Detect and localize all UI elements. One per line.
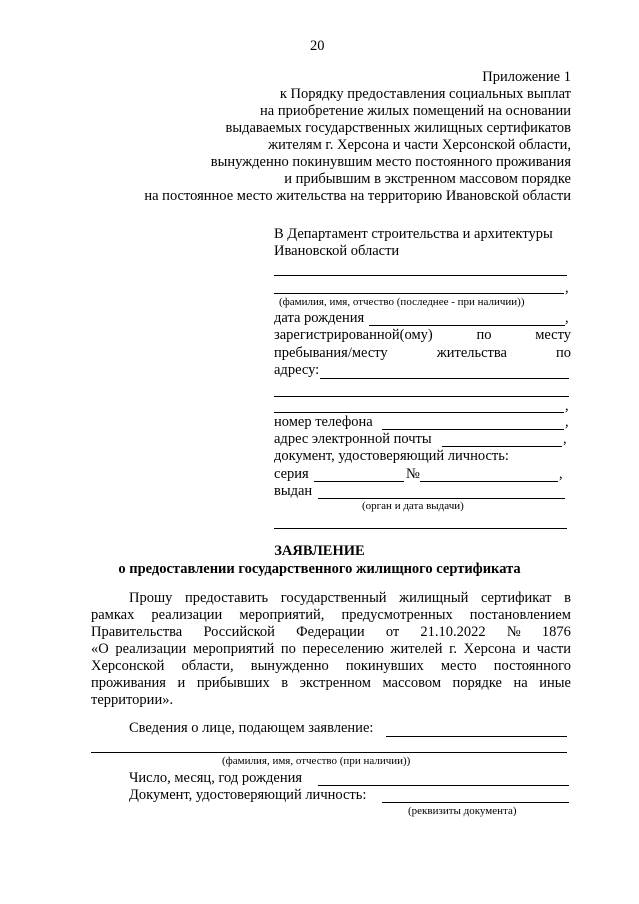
word: рамках [91, 607, 135, 623]
appendix-line-7: на постоянное место жительства на территорию Ивановской области [144, 188, 571, 204]
word: сертификат [480, 590, 552, 606]
appendix-line-3: выдаваемых государственных жилищных сертификатов [225, 120, 571, 136]
stay-line [274, 345, 571, 362]
word: 1876 [541, 624, 571, 640]
word: иные [539, 675, 571, 691]
issued-field[interactable] [318, 498, 565, 499]
doc-label: Документ, удостоверяющий личность: [129, 787, 367, 803]
appendix-line-6: и прибывшим в экстренном массовом порядке [284, 171, 571, 187]
word: государственный [280, 590, 387, 606]
word: месту [535, 327, 571, 343]
body-line-6 [91, 675, 571, 692]
applicant-label: Сведения о лице, подающем заявление: [129, 720, 374, 736]
word: порядке [452, 675, 502, 691]
word: предоставить [184, 590, 269, 606]
statement-title: ЗАЯВЛЕНИЕ [274, 543, 365, 559]
addressee-to-line-2: Ивановской области [274, 243, 400, 259]
comma: , [559, 466, 563, 482]
word: место [440, 658, 477, 674]
phone-label: номер телефона [274, 414, 373, 430]
issued-field-2[interactable] [274, 528, 567, 529]
appendix-line-5: вынужденно покинувшим место постоянного проживания [210, 154, 571, 170]
address-label: адресу: [274, 362, 320, 378]
fio-hint: (фамилия, имя, отчество (последнее - при наличии)) [279, 296, 525, 308]
comma: , [565, 414, 569, 430]
word: массовом [382, 675, 441, 691]
address-field-3[interactable] [274, 412, 564, 413]
appendix-line-1: к Порядку предоставления социальных выплат [279, 86, 571, 102]
word: вынужденно [250, 658, 329, 674]
statement-subtitle: о предоставлении государственного жилищного сертификата [118, 561, 521, 577]
word: по [555, 345, 571, 361]
body-line-7: территории». [91, 692, 174, 708]
appendix-line-4: жителям г. Херсона и части Херсонской области, [268, 137, 571, 153]
word: 21.10.2022 [420, 624, 486, 640]
applicant-name-line-2[interactable] [274, 293, 564, 294]
issued-label: выдан [274, 483, 313, 499]
word: предусмотренных [341, 607, 453, 623]
page-number: 20 [310, 38, 325, 54]
phone-field[interactable] [382, 429, 564, 430]
number-label: № [406, 466, 420, 482]
word: Российской [203, 624, 275, 640]
applicant-field-2[interactable] [91, 752, 567, 753]
word: от [385, 624, 400, 640]
word: на [513, 675, 528, 691]
word: Правительства [91, 624, 183, 640]
comma: , [565, 398, 569, 414]
word: Федерации [296, 624, 365, 640]
word: Херсонской [91, 658, 165, 674]
word: мероприятий, [239, 607, 325, 623]
body-line-4 [91, 641, 571, 658]
word: покинувших [345, 658, 424, 674]
word: жителей [390, 641, 443, 657]
appendix-line-2: на приобретение жилых помещений на основании [260, 103, 571, 119]
applicant-hint: (фамилия, имя, отчество (при наличии)) [222, 755, 411, 767]
dob-label: Число, месяц, год рождения [129, 770, 303, 786]
word: постоянного [493, 658, 571, 674]
word: в [564, 590, 571, 606]
body-line-3 [91, 624, 571, 641]
word: Прошу [129, 590, 173, 606]
applicant-field[interactable] [386, 736, 567, 737]
word: переселению [302, 641, 384, 657]
word: мероприятий [192, 641, 275, 657]
appendix-header [144, 69, 571, 205]
word: жилищный [399, 590, 469, 606]
word: № [506, 624, 521, 640]
series-label: серия [274, 466, 309, 482]
word: и [177, 675, 186, 691]
body-line-1 [129, 590, 571, 607]
word: постановлением [469, 607, 571, 623]
email-field[interactable] [442, 446, 562, 447]
word: зарегистрированной(ому) [274, 327, 433, 343]
number-field[interactable] [420, 481, 558, 482]
appendix-title: Приложение 1 [482, 69, 571, 85]
addressee-to-line-1: В Департамент строительства и архитектуры [274, 226, 553, 242]
birth-date-field[interactable] [369, 325, 565, 326]
address-field-1[interactable] [320, 378, 569, 379]
word: реализации [151, 607, 223, 623]
word: реализации [115, 641, 187, 657]
word: в [281, 675, 289, 691]
doc-hint: (реквизиты документа) [408, 805, 517, 817]
registered-line [274, 327, 571, 344]
comma: , [563, 431, 567, 447]
birth-date-label: дата рождения [274, 310, 365, 326]
issued-hint: (орган и дата выдачи) [362, 500, 464, 512]
word: по [280, 641, 296, 657]
word: и [522, 641, 531, 657]
doc-field[interactable] [382, 802, 569, 803]
comma: , [565, 310, 569, 326]
word: области, [181, 658, 234, 674]
applicant-name-line-1[interactable] [274, 275, 567, 276]
body-line-5 [91, 658, 571, 675]
word: пребывания/месту [274, 345, 388, 361]
word: по [476, 327, 492, 343]
word: г. [449, 641, 458, 657]
id-doc-label: документ, удостоверяющий личность: [274, 448, 509, 464]
word: Херсона [463, 641, 516, 657]
address-field-2[interactable] [274, 396, 569, 397]
word: прибывших [196, 675, 270, 691]
word: проживания [91, 675, 166, 691]
body-line-2 [91, 607, 571, 624]
word: жительства [436, 345, 507, 361]
series-field[interactable] [314, 481, 404, 482]
email-label: адрес электронной почты [274, 431, 432, 447]
word: части [536, 641, 571, 657]
dob-field[interactable] [318, 785, 569, 786]
comma: , [565, 280, 569, 296]
word: «О [91, 641, 109, 657]
word: экстренном [299, 675, 371, 691]
